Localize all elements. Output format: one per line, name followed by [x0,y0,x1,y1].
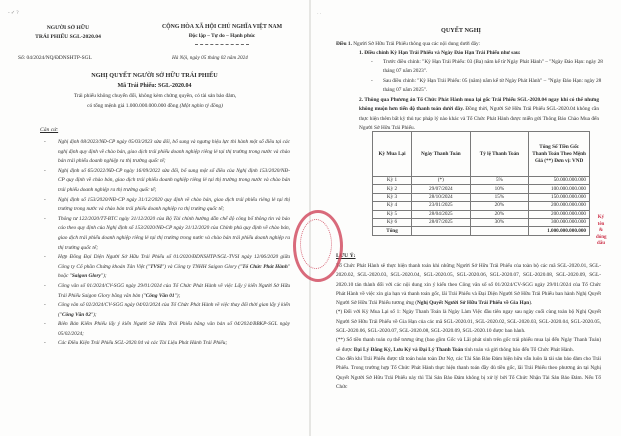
table-row: Kỳ 4 23/01/2025 20% 200.000.000.000 [373,202,590,210]
note-paragraph: (**) Số tiền thanh toán cụ thể tương ứng (bao gồm Gốc và Lãi phát sinh trên gốc trái phiếu mua lại đến Ngày Thanh Toán) sẽ được Đại Lý Đăng Ký, Lưu Ký và Đại Lý Thanh Toán tính toán và gửi thông báo đến Tổ Chức Phát Hành. [336,337,601,353]
section-1-after: - Sau điều chỉnh: "Kỳ Hạn Trái Phiếu: 05 (năm) năm kể từ Ngày Phát Hành" – "Ngày Đáo Hạn: ngày 28 tháng 07 năm 2025". [371,77,611,96]
col-principal-amount: Tổng Số Tiền Gốc Thanh Toán Theo Mệnh Giá (**) Đơn vị: VND [529,132,590,177]
resolution-title: QUYẾT NGHỊ [441,27,481,34]
description-line-1: Trái phiếu không chuyển đổi, không kèm chứng quyền, có tài sản bảo đảm, [73,93,237,99]
bond-code: Mã Trái Phiếu: SGL-2020.04 [117,83,192,89]
description-amount-words: (Một nghìn tỷ đồng) [179,102,223,109]
col-period: Kỳ Mua Lại [373,132,412,177]
document-title: NGHỊ QUYẾT NGƯỜI SỞ HỮU TRÁI PHIẾU [91,72,218,79]
table-total-row [373,227,590,235]
table-row: Kỳ 3 28/10/2024 15% 150.000.000.000 [373,193,590,201]
total-value: 1.000.000.000.000 [529,227,590,235]
place-date: Hà Nội, ngày 05 tháng 02 năm 2024 [172,55,248,61]
repurchase-schedule-table [372,131,590,236]
legal-basis-heading: Căn cứ: [40,127,59,133]
section-2-heading: 2. Thông qua Phương án Tổ Chức Phát Hành mua lại gốc Trái Phiếu SGL-2020.04 ngay khi có thể nhưng không muộn hơn tiến độ thanh toán dưới đây. [359,97,599,113]
section-2 [359,96,599,133]
table-row: Kỳ 1 (*) 5% 50.000.000.000 [373,177,590,185]
article-1 [336,40,601,49]
corner-mark: · · [317,12,322,17]
corner-mark: - ✓ ? [8,11,19,16]
basis-item: - Công văn số 02/2024/CV-SGG ngày 04/02/2024 của Tổ Chức Phát Hành về việc thay đổi thời gian lấy ý kiến ("Công Văn 02"); [44,301,290,320]
note-paragraph: (*) Đối với Kỳ Mua Lại số 1: Ngày Thanh Toán là Ngày Làm Việc đầu tiên ngay sau ngày cuối cùng toàn bộ Nghị Quyết Người Sở Hữu Trái Phiếu về Gia Hạn của các mã SGL-2020.01, SGL-2020.02, SGL-2020.03, SGL-2020.04, SGL-2020.05, SGL-2020.06, SGL-2020.07, SGL-2020.08, SGL-2020.09, SGL-2020.10 được ban hành. [336,309,601,335]
note-paragraph: Cho đến khi Trái Phiếu được tất toán hoàn toàn Dư Nợ, các Tài Sản Bảo Đảm hiện hữu vẫn luôn là tài sản bảo đảm cho Trái Phiếu. Trong trường hợp Tổ Chức Phát Hành thực hiện thanh toán đầy đủ tiền gốc, lãi Trái Phiếu theo phương án tại Nghị Quyết Người Sở Hữu Trái Phiếu này thì Tài Sản Bảo Đảm không bị xử lý bởi Tổ Chức Nhận Tài Sản Bảo Đảm. Nếu Tổ Chức [336,355,601,390]
header-divider [195,44,249,45]
table-row: Kỳ 2 29/07/2024 10% 100.000.000.000 [373,185,590,193]
article-1-text: Người Sở Hữu Trái Phiếu thông qua các nội dung dưới đây: [353,41,481,47]
basis-item: - Thông tư 122/2020/TT-BTC ngày 31/12/2020 của Bộ Tài chính hướng dẫn chế độ công bố thông tin và báo cáo theo quy định của Nghị định số 153/2020/NĐ-CP ngày 31/12/2020 của Chính phủ quy định về chào bán, giao dịch trái phiếu doanh nghiệp riêng lẻ tại thị trường trong nước và chào bán trái phiếu doanh nghiệp ra thị trường quốc tế; [44,215,290,253]
section-2-text: Đồng thời, Người Sở Hữu Trái Phiếu SGL-2020.04 không cần thực hiện thêm bất kỳ thủ tục pháp lý nào khác và Tổ Chức Phát Hành được miễn gửi Thông Báo Chào Mua đến Người Sở Hữu Trái Phiếu. [359,106,599,131]
legal-basis-list [44,138,290,349]
margin-signature-stamp: Ký tên & đóng dấu [596,215,607,246]
article-1-label: Điều 1. [336,41,352,47]
basis-item: - Biên Bản Kiểm Phiếu lấy ý kiến Người Sở Hữu Trái Phiếu bằng văn bản số 04/2024/BBKP-SGL ngày 05/02/2024; [44,320,290,339]
col-payment-date: Ngày Thanh Toán [412,132,471,177]
basis-item: - Công văn số 01/2024/CV-SGG ngày 29/01/2024 của Tổ Chức Phát Hành về việc Lấy ý kiến Người Sở Hữu Trái Phiếu Saigon Glory bằng văn bản ("Công Văn 01"); [44,282,290,301]
description-line-2: có tổng mệnh giá 1.000.000.000.000 đồng [87,102,179,109]
table-row: Kỳ 6 28/07/2025 30% 300.000.000.000 [373,218,590,226]
red-seal-inner-ring [300,219,332,269]
document-page-right [311,0,621,436]
total-label: Tổng [373,227,412,235]
table-header-row [373,132,590,177]
section-1-heading: 1. Điều chỉnh Kỳ Hạn Trái Phiếu và Ngày Đáo Hạn Trái Phiếu như sau: [359,50,521,56]
issuer-line-1: NGƯỜI SỞ HỮU [46,25,90,31]
note-heading: LƯU Ý: [336,253,356,259]
basis-item: - Nghị định 08/2023/NĐ-CP ngày 05/03/2023 sửa đổi, bổ sung và ngưng hiệu lực thi hành một số điều tại các nghị định quy định về chào bán, giao dịch trái phiếu doanh nghiệp riêng lẻ tại thị trường trong nước và chào bán trái phiếu doanh nghiệp ra thị trường quốc tế; [44,138,290,167]
bond-description [30,92,280,111]
document-number: Số: 04/2024/NQ/ĐDNSHTP-SGL [18,55,92,61]
basis-item: - Nghị định số 65/2022/NĐ-CP ngày 16/09/2022 sửa đổi, bổ sung một số điều của Nghị định 153/2020/NĐ-CP quy định về chào bán, giao dịch trái phiếu doanh nghiệp riêng lẻ tại thị trường trong nước và chào bán trái phiếu doanh nghiệp ra thị trường quốc tế; [44,167,290,196]
col-payment-ratio: Tỷ lệ Thanh Toán [470,132,529,177]
document-page-left [0,0,309,436]
national-motto: Độc lập – Tự do – Hạnh phúc [188,33,256,39]
national-title: CỘNG HÒA XÃ HỘI CHỦ NGHĨA VIỆT NAM [161,24,283,30]
basis-item: - Nghị định số 153/2020/NĐ-CP ngày 31/12/2020 quy định về chào bán, giao dịch trái phiếu riêng lẻ tại thị trường trong nước và chào bán trái phiếu doanh nghiệp ra thị trường quốc tế; [44,196,290,215]
notes-body [336,262,601,392]
issuer-line-2: TRÁI PHIẾU SGL-2020.04 [35,34,101,40]
table-row: Kỳ 5 28/04/2025 20% 200.000.000.000 [373,210,590,218]
section-1-before: - Trước điều chỉnh: "Kỳ Hạn Trái Phiếu: 03 (Ba) năm kể từ Ngày Phát Hành" – "Ngày Đáo Hạn: ngày 28 tháng 07 năm 2023". [371,58,611,77]
basis-item: - Hợp Đồng Đại Diện Người Sở Hữu Trái Phiếu số 01/2020/ĐDNSHTP/SGL-TVSI ngày 12/06/2020 giữa Công ty Cổ phần Chứng khoán Tân Việt ("TVSI") và Công ty TNHH Saigon Glory ("Tổ Chức Phát Hành" hoặc "Saigon Glory"); [44,253,290,282]
basis-item: - Các Điều Kiện Trái Phiếu SGL-2020.04 và các Tài Liệu Phát Hành Trái Phiếu; [44,339,290,349]
issuer-header [22,24,114,42]
note-paragraph: Tổ Chức Phát Hành sẽ thực hiện thanh toán khi những Người Sở Hữu Trái Phiếu của toàn bộ các mã SGL-2020.01, SGL-2020.02, SGL-2020.03, SGL-2020.04, SGL-2020.05, SGL-2020.06, SGL-2020.07, SGL-2020.08, SGL-2020.09, SGL-2020.10 tán thành đối với các nội dung xin ý kiến theo Công văn số số 01/2024/CV-SGG ngày 29/01/2024 của Tổ Chức Phát Hành về việc xin gia hạn và thanh toán gốc, lãi Trái Phiếu và Đại Diện Người Sở Hữu Trái Phiếu ban hành Nghị Quyết Người Sở Hữu Trái Phiếu tương ứng (Nghị Quyết Người Sở Hữu Trái Phiếu về Gia Hạn). [336,263,601,307]
